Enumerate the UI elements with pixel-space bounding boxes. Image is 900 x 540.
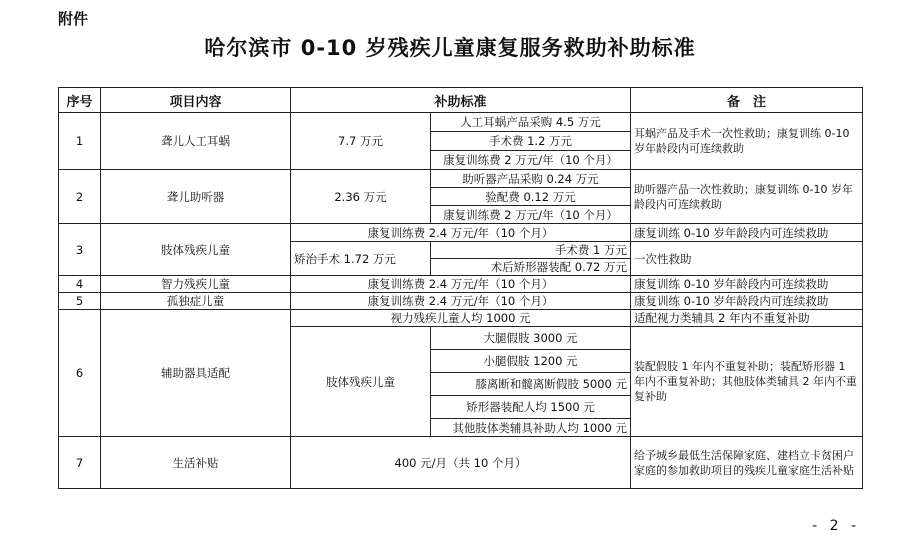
row-remark: 给予城乡最低生活保障家庭、建档立卡贫困户家庭的参加救助项目的残疾儿童家庭生活补贴 xyxy=(631,437,863,489)
row-no: 1 xyxy=(59,113,101,170)
row-standard: 康复训练费 2.4 万元/年（10 个月） xyxy=(291,293,631,310)
table-row xyxy=(59,437,863,489)
row-remark: 装配假肢 1 年内不重复补助；装配矫形器 1 年内不重复补助；其他肢体类辅具 2 年内不重复补助 xyxy=(631,327,863,437)
table-row xyxy=(59,224,863,242)
sub-item: 人工耳蜗产品采购 4.5 万元 xyxy=(431,113,631,132)
row-total: 7.7 万元 xyxy=(291,113,431,170)
sub-item: 矫形器装配人均 1500 元 xyxy=(431,396,631,419)
row-item: 聋儿人工耳蜗 xyxy=(101,113,291,170)
row-vision-standard: 视力残疾儿童人均 1000 元 xyxy=(291,310,631,327)
subsidy-standard-table xyxy=(58,87,863,489)
row-item: 聋儿助听器 xyxy=(101,170,291,224)
sub-item: 膝离断和髋离断假肢 5000 元 xyxy=(431,373,631,396)
table-row xyxy=(59,310,863,327)
sub-item: 其他肢体类辅具补助人均 1000 元 xyxy=(431,419,631,437)
sub-item: 小腿假肢 1200 元 xyxy=(431,350,631,373)
row-standard: 康复训练费 2.4 万元/年（10 个月） xyxy=(291,276,631,293)
row-standard: 400 元/月（共 10 个月） xyxy=(291,437,631,489)
row-item: 孤独症儿童 xyxy=(101,293,291,310)
row-surgery-total: 矫治手术 1.72 万元 xyxy=(291,242,431,276)
sub-item: 康复训练费 2 万元/年（10 个月） xyxy=(431,206,631,224)
table-header-row xyxy=(59,88,863,113)
row-remark: 一次性救助 xyxy=(631,242,863,276)
table-row xyxy=(59,113,863,132)
document-title: 哈尔滨市 0-10 岁残疾儿童康复服务救助补助标准 xyxy=(204,36,696,60)
row-no: 3 xyxy=(59,224,101,276)
row-no: 4 xyxy=(59,276,101,293)
table-row xyxy=(59,276,863,293)
header-remark: 备 注 xyxy=(631,88,863,113)
page-number: - 2 - xyxy=(812,518,860,534)
row-item: 肢体残疾儿童 xyxy=(101,224,291,276)
row-remark: 康复训练 0-10 岁年龄段内可连续救助 xyxy=(631,224,863,242)
table-row xyxy=(59,293,863,310)
sub-item: 验配费 0.12 万元 xyxy=(431,188,631,206)
header-item: 项目内容 xyxy=(101,88,291,113)
table-row xyxy=(59,170,863,188)
row-no: 5 xyxy=(59,293,101,310)
row-train-standard: 康复训练费 2.4 万元/年（10 个月） xyxy=(291,224,631,242)
sub-item: 康复训练费 2 万元/年（10 个月） xyxy=(431,151,631,170)
row-remark: 适配视力类辅具 2 年内不重复补助 xyxy=(631,310,863,327)
row-remark: 耳蜗产品及手术一次性救助；康复训练 0-10 岁年龄段内可连续救助 xyxy=(631,113,863,170)
row-item: 辅助器具适配 xyxy=(101,310,291,437)
row-limb-label: 肢体残疾儿童 xyxy=(291,327,431,437)
row-no: 6 xyxy=(59,310,101,437)
sub-item: 大腿假肢 3000 元 xyxy=(431,327,631,350)
sub-item: 手术费 1 万元 xyxy=(431,242,631,259)
row-item: 生活补贴 xyxy=(101,437,291,489)
row-total: 2.36 万元 xyxy=(291,170,431,224)
row-no: 7 xyxy=(59,437,101,489)
sub-item: 助听器产品采购 0.24 万元 xyxy=(431,170,631,188)
annex-label: 附件 xyxy=(58,10,89,28)
sub-item: 术后矫形器装配 0.72 万元 xyxy=(431,259,631,276)
row-remark: 康复训练 0-10 岁年龄段内可连续救助 xyxy=(631,276,863,293)
row-no: 2 xyxy=(59,170,101,224)
header-no: 序号 xyxy=(59,88,101,113)
row-remark: 康复训练 0-10 岁年龄段内可连续救助 xyxy=(631,293,863,310)
row-remark: 助听器产品一次性救助；康复训练 0-10 岁年龄段内可连续救助 xyxy=(631,170,863,224)
row-item: 智力残疾儿童 xyxy=(101,276,291,293)
header-standard: 补助标准 xyxy=(291,88,631,113)
sub-item: 手术费 1.2 万元 xyxy=(431,132,631,151)
